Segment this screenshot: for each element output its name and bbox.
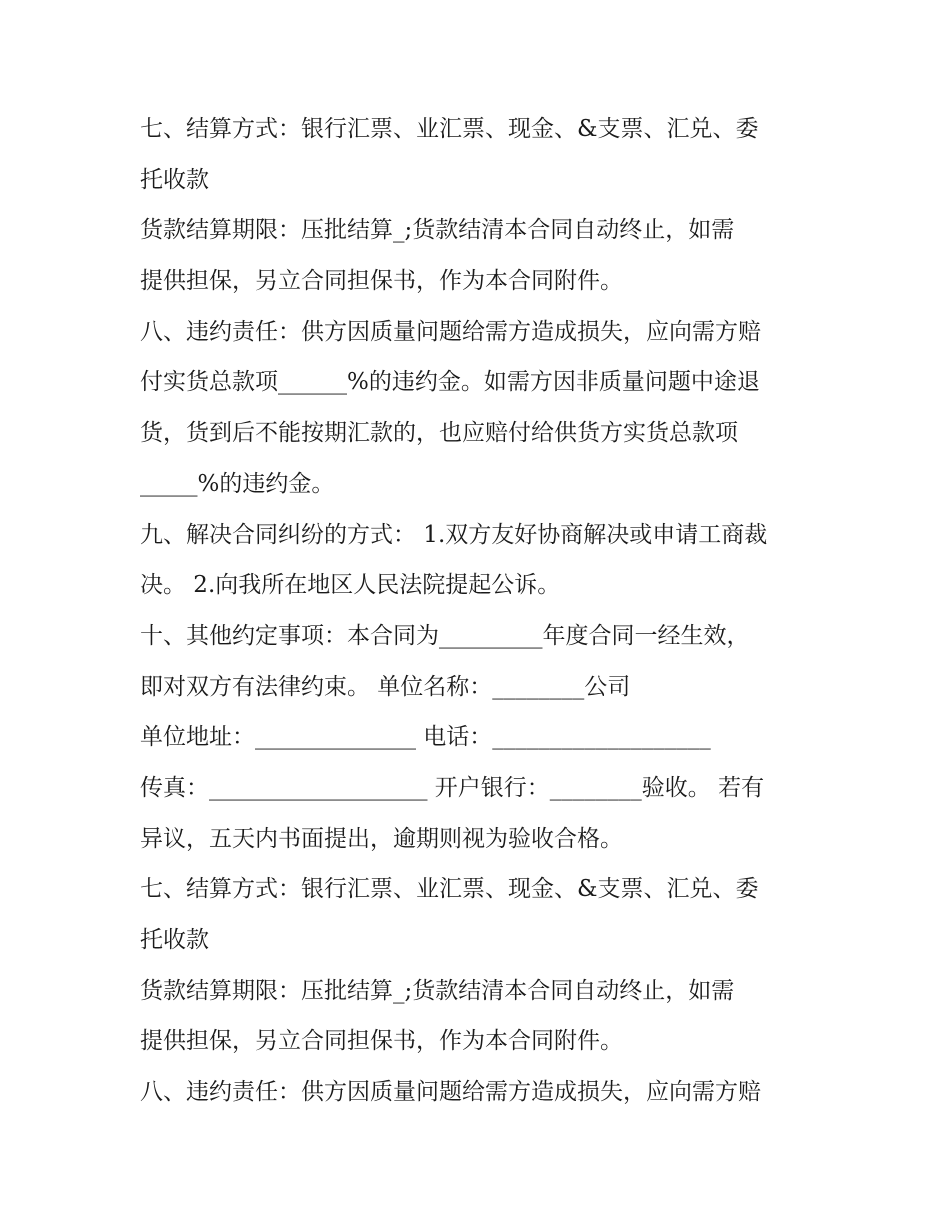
text-line: 提供担保，另立合同担保书，作为本合同附件。: [140, 1028, 623, 1055]
text-line: 决。 2.向我所在地区人民法院提起公诉。: [140, 572, 561, 599]
text-line: 货款结算期限：压批结算_;货款结清本合同自动终止，如需: [140, 217, 735, 244]
document-body: [140, 104, 820, 1118]
text-line: 托收款: [140, 927, 209, 953]
text-line: 单位地址：______________ 电话：___________________: [140, 724, 711, 751]
text-line: _____%的违约金。: [140, 470, 335, 497]
text-line: 提供担保，另立合同担保书，作为本合同附件。: [140, 268, 623, 295]
text-line: 九、解决合同纠纷的方式： 1.双方友好协商解决或申请工商裁: [140, 521, 768, 548]
text-line: 十、其他约定事项：本合同为_________年度合同一经生效，: [140, 622, 750, 649]
text-line: 八、违约责任：供方因质量问题给需方造成损失，应向需方赔: [140, 1079, 761, 1106]
text-line: 付实货总款项______%的违约金。如需方因非质量问题中途退: [140, 369, 760, 396]
text-line: 即对双方有法律约束。 单位名称：________公司: [140, 673, 631, 700]
text-line: 传真：___________________ 开户银行：________验收。 若有: [140, 774, 765, 801]
text-line: 七、结算方式：银行汇票、业汇票、现金、&支票、汇兑、委: [140, 116, 759, 142]
text-line: 托收款: [140, 166, 209, 193]
text-line: 货，货到后不能按期汇款的，也应赔付给供货方实货总款项: [140, 420, 738, 447]
text-line: 货款结算期限：压批结算_;货款结清本合同自动终止，如需: [140, 977, 735, 1004]
text-line: 七、结算方式：银行汇票、业汇票、现金、&支票、汇兑、委: [140, 876, 759, 903]
text-line: 异议，五天内书面提出，逾期则视为验收合格。: [140, 825, 623, 852]
text-line: 八、违约责任：供方因质量问题给需方造成损失，应向需方赔: [140, 318, 761, 345]
